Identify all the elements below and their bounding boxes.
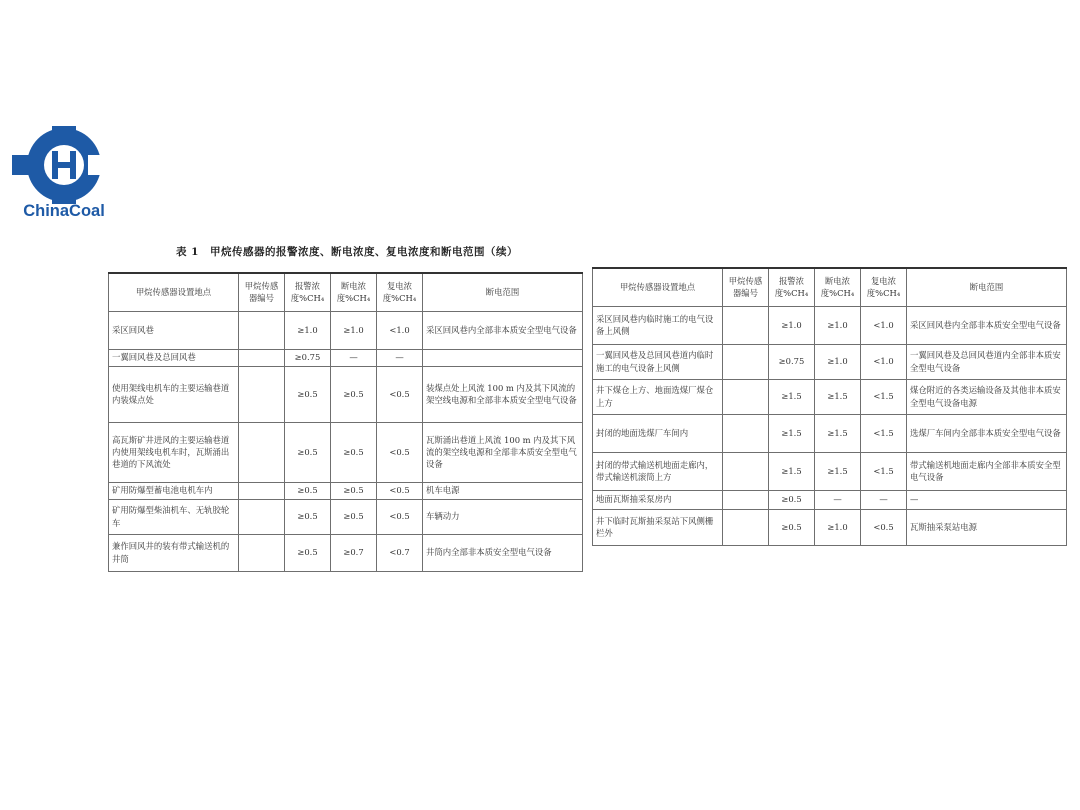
col-location-cell: 兼作回风井的装有带式输送机的井筒 bbox=[109, 534, 239, 571]
col-sensor-id: 甲烷传感器编号 bbox=[723, 268, 769, 306]
col-cutoff-range-cell: 选煤厂车间内全部非本质安全型电气设备 bbox=[907, 414, 1067, 452]
col-location-cell: 地面瓦斯抽采泵房内 bbox=[593, 490, 723, 509]
col-restore-cell: <1.0 bbox=[861, 344, 907, 379]
table-body bbox=[109, 311, 583, 571]
col-location-cell: 井下煤仓上方、地面选煤厂煤仓上方 bbox=[593, 379, 723, 414]
col-cutoff-cell: ≥1.0 bbox=[815, 344, 861, 379]
col-cutoff-cell: — bbox=[331, 349, 377, 366]
col-restore-cell: <1.0 bbox=[377, 311, 423, 349]
col-alarm-cell: ≥0.5 bbox=[285, 534, 331, 571]
col-cutoff-range-cell: 采区回风巷内全部非本质安全型电气设备 bbox=[907, 306, 1067, 344]
col-alarm: 报警浓度%CH₄ bbox=[285, 273, 331, 311]
col-location: 甲烷传感器设置地点 bbox=[109, 273, 239, 311]
col-sensor-id-cell bbox=[723, 414, 769, 452]
col-alarm-cell: ≥0.5 bbox=[285, 482, 331, 499]
col-cutoff-range-cell: 井筒内全部非本质安全型电气设备 bbox=[423, 534, 583, 571]
col-cutoff-cell: ≥1.0 bbox=[815, 306, 861, 344]
col-cutoff-range-cell: 车辆动力 bbox=[423, 499, 583, 534]
col-cutoff-cell: ≥0.5 bbox=[331, 482, 377, 499]
col-sensor-id-cell bbox=[239, 482, 285, 499]
table-row bbox=[593, 306, 1067, 344]
col-cutoff-cell: ≥1.5 bbox=[815, 414, 861, 452]
col-sensor-id-cell bbox=[239, 422, 285, 482]
col-sensor-id-cell bbox=[723, 509, 769, 545]
col-location-cell: 一翼回风巷及总回风巷 bbox=[109, 349, 239, 366]
col-location-cell: 井下临时瓦斯抽采泵站下风侧栅栏外 bbox=[593, 509, 723, 545]
col-sensor-id-cell bbox=[723, 379, 769, 414]
table-header bbox=[593, 268, 1067, 306]
table-row bbox=[593, 490, 1067, 509]
col-cutoff-range-cell: 一翼回风巷及总回风巷道内全部非本质安全型电气设备 bbox=[907, 344, 1067, 379]
col-location-cell: 采区回风巷 bbox=[109, 311, 239, 349]
col-location: 甲烷传感器设置地点 bbox=[593, 268, 723, 306]
col-location-cell: 采区回风巷内临时施工的电气设备上风侧 bbox=[593, 306, 723, 344]
col-alarm-cell: ≥1.5 bbox=[769, 379, 815, 414]
col-sensor-id-cell bbox=[723, 344, 769, 379]
table-row bbox=[109, 499, 583, 534]
col-alarm-cell: ≥1.0 bbox=[285, 311, 331, 349]
table-row bbox=[109, 311, 583, 349]
col-cutoff-cell: ≥0.5 bbox=[331, 366, 377, 422]
col-cutoff-cell: ≥1.5 bbox=[815, 379, 861, 414]
col-sensor-id-cell bbox=[239, 349, 285, 366]
col-sensor-id-cell bbox=[723, 452, 769, 490]
col-cutoff-cell: ≥0.5 bbox=[331, 499, 377, 534]
col-cutoff-cell: ≥1.0 bbox=[331, 311, 377, 349]
col-sensor-id-cell bbox=[239, 499, 285, 534]
header-row bbox=[109, 273, 583, 311]
col-cutoff-range-cell: 瓦斯抽采泵站电源 bbox=[907, 509, 1067, 545]
table-row bbox=[109, 366, 583, 422]
col-cutoff: 断电浓度%CH₄ bbox=[815, 268, 861, 306]
col-sensor-id: 甲烷传感器编号 bbox=[239, 273, 285, 311]
col-restore-cell: <0.5 bbox=[377, 366, 423, 422]
col-alarm-cell: ≥1.5 bbox=[769, 452, 815, 490]
col-sensor-id-cell bbox=[239, 534, 285, 571]
col-restore-cell: <1.5 bbox=[861, 452, 907, 490]
methane-sensor-table-right bbox=[592, 267, 1067, 546]
col-cutoff-range-cell bbox=[423, 349, 583, 366]
col-sensor-id-cell bbox=[723, 490, 769, 509]
col-cutoff-range: 断电范围 bbox=[423, 273, 583, 311]
col-alarm-cell: ≥1.5 bbox=[769, 414, 815, 452]
col-alarm-cell: ≥0.5 bbox=[769, 490, 815, 509]
col-restore-cell: <0.5 bbox=[377, 499, 423, 534]
col-cutoff-range-cell: 煤仓附近的各类运输设备及其他非本质安全型电气设备电源 bbox=[907, 379, 1067, 414]
col-restore-cell: <0.5 bbox=[377, 422, 423, 482]
col-cutoff-cell: ≥1.5 bbox=[815, 452, 861, 490]
col-alarm-cell: ≥0.5 bbox=[769, 509, 815, 545]
table-row bbox=[593, 379, 1067, 414]
col-cutoff: 断电浓度%CH₄ bbox=[331, 273, 377, 311]
col-location-cell: 封闭的地面选煤厂车间内 bbox=[593, 414, 723, 452]
col-alarm-cell: ≥1.0 bbox=[769, 306, 815, 344]
col-alarm: 报警浓度%CH₄ bbox=[769, 268, 815, 306]
col-alarm-cell: ≥0.5 bbox=[285, 422, 331, 482]
col-cutoff-range-cell: 瓦斯涌出巷道上风流 100 m 内及其下风流的架空线电源和全部非本质安全型电气设备 bbox=[423, 422, 583, 482]
col-restore: 复电浓度%CH₄ bbox=[861, 268, 907, 306]
col-cutoff-range: 断电范围 bbox=[907, 268, 1067, 306]
methane-sensor-table-left bbox=[108, 272, 583, 572]
logo-text: ChinaCoal bbox=[23, 202, 105, 220]
col-restore-cell: <1.5 bbox=[861, 414, 907, 452]
table-header bbox=[109, 273, 583, 311]
col-sensor-id-cell bbox=[723, 306, 769, 344]
col-location-cell: 一翼回风巷及总回风巷道内临时施工的电气设备上风侧 bbox=[593, 344, 723, 379]
col-location-cell: 使用架线电机车的主要运输巷道内装煤点处 bbox=[109, 366, 239, 422]
col-restore-cell: <0.7 bbox=[377, 534, 423, 571]
header-row bbox=[593, 268, 1067, 306]
table-body bbox=[593, 306, 1067, 545]
table-row bbox=[593, 344, 1067, 379]
table-row bbox=[109, 534, 583, 571]
col-restore: 复电浓度%CH₄ bbox=[377, 273, 423, 311]
table-row bbox=[109, 482, 583, 499]
table-caption: 表 1 甲烷传感器的报警浓度、断电浓度、复电浓度和断电范围（续） bbox=[176, 246, 518, 258]
col-restore-cell: — bbox=[861, 490, 907, 509]
col-location-cell: 矿用防爆型蓄电池电机车内 bbox=[109, 482, 239, 499]
table-row bbox=[109, 349, 583, 366]
col-cutoff-range-cell: — bbox=[907, 490, 1067, 509]
col-restore-cell: <0.5 bbox=[377, 482, 423, 499]
col-location-cell: 矿用防爆型柴油机车、无轨胶轮车 bbox=[109, 499, 239, 534]
col-restore-cell: <0.5 bbox=[861, 509, 907, 545]
table-row bbox=[109, 422, 583, 482]
col-sensor-id-cell bbox=[239, 366, 285, 422]
col-alarm-cell: ≥0.5 bbox=[285, 366, 331, 422]
col-location-cell: 封闭的带式输送机地面走廊内，带式输送机滚筒上方 bbox=[593, 452, 723, 490]
col-alarm-cell: ≥0.75 bbox=[769, 344, 815, 379]
table-row bbox=[593, 414, 1067, 452]
col-restore-cell: — bbox=[377, 349, 423, 366]
col-location-cell: 高瓦斯矿井进风的主要运输巷道内使用架线电机车时，瓦斯涌出巷道的下风流处 bbox=[109, 422, 239, 482]
china-coal-logo bbox=[12, 126, 116, 226]
col-restore-cell: <1.0 bbox=[861, 306, 907, 344]
col-sensor-id-cell bbox=[239, 311, 285, 349]
col-cutoff-range-cell: 带式输送机地面走廊内全部非本质安全型电气设备 bbox=[907, 452, 1067, 490]
col-cutoff-range-cell: 机车电源 bbox=[423, 482, 583, 499]
table-row bbox=[593, 452, 1067, 490]
china-coal-emblem-icon bbox=[12, 126, 116, 204]
table-row bbox=[593, 509, 1067, 545]
col-alarm-cell: ≥0.5 bbox=[285, 499, 331, 534]
col-cutoff-range-cell: 装煤点处上风流 100 m 内及其下风流的架空线电源和全部非本质安全型电气设备 bbox=[423, 366, 583, 422]
col-cutoff-cell: ≥0.5 bbox=[331, 422, 377, 482]
col-cutoff-cell: — bbox=[815, 490, 861, 509]
col-cutoff-cell: ≥1.0 bbox=[815, 509, 861, 545]
col-restore-cell: <1.5 bbox=[861, 379, 907, 414]
col-cutoff-range-cell: 采区回风巷内全部非本质安全型电气设备 bbox=[423, 311, 583, 349]
col-cutoff-cell: ≥0.7 bbox=[331, 534, 377, 571]
col-alarm-cell: ≥0.75 bbox=[285, 349, 331, 366]
